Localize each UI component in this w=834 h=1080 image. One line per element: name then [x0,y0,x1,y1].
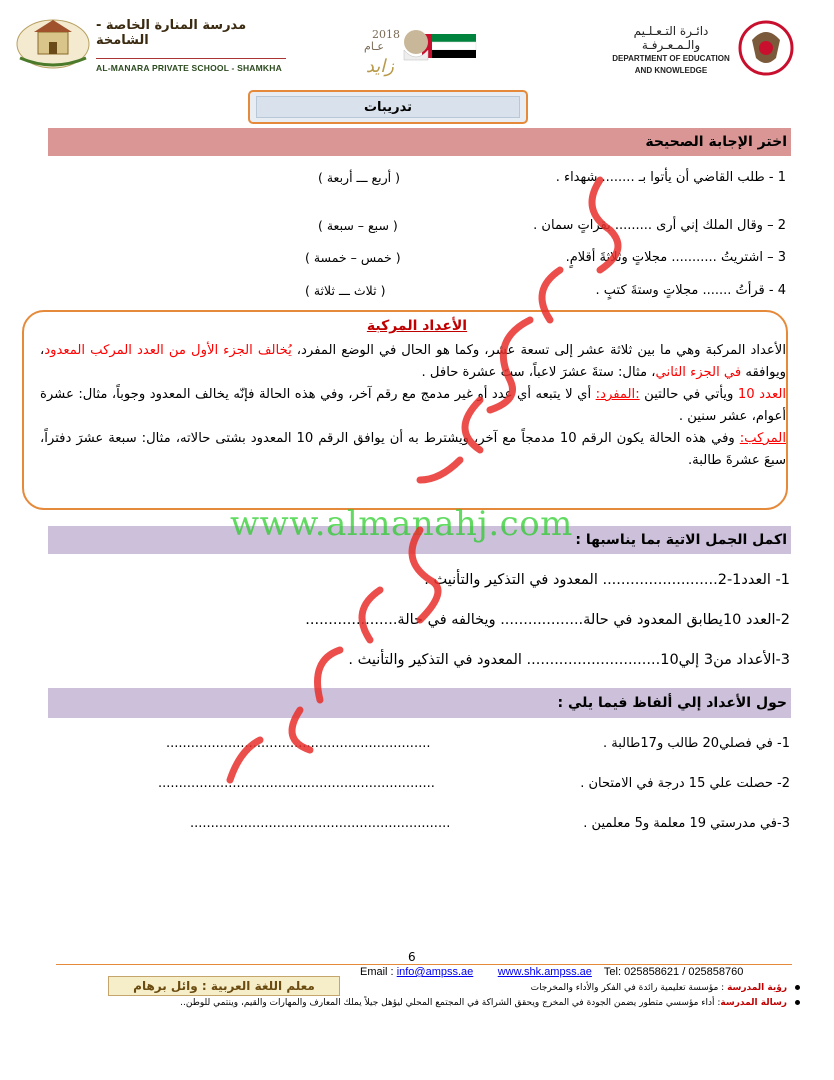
footer-contact [360,966,743,978]
rule-paragraph-1: الأعداد المركبة وهي ما بين ثلاثة عشر إلى تسعة عشر، وكما هو الحال في الوضع المفرد، يُخالف الجزء الأول من العدد المركب المعدود، ويوافقه في الجزء الثاني، مثال: ستةَ عشرَ لاعباً، ستَ عشرة حافل . [40,343,786,380]
q2-text: وقال الملك إني أرى ......... بقراتٍ سمان . [533,218,763,233]
fill-item-2: 2-العدد 10يطابق المعدود في حالة.................. ويخالفه في حالة.................... [305,612,790,628]
bullet-icon [795,1000,800,1005]
q3-text: اشتريتُ ........... مجلاتٍ وثلاثةَ أقلامٍ. [565,250,763,265]
bullet-icon [795,985,800,990]
fill-item-1: 1- العدد1-2......................... المعدود في التذكير والتأنيث . [424,572,790,588]
school-vision [100,983,800,993]
convert-dots-1: ................................................................ [166,736,431,751]
mission-label: رسالة المدرسة [720,998,787,1008]
school-logo [14,14,92,70]
school-mission [60,998,800,1008]
convert-item-2: 2- حصلت علي 15 درجة في الامتحان . [580,776,790,791]
year-number: 2018 [372,28,400,41]
q2-line [440,218,786,233]
rule-label-single: :المفرد: [595,387,640,402]
q2-num: 2 – [767,218,786,233]
q4-num: 4 - [768,283,786,298]
q1-line [441,170,786,185]
fill-item-3: 3-الأعداد من3 إلي10............................. المعدود في التذكير والتأنيث . [348,652,790,668]
rule-label-ten: العدد 10 [737,387,786,402]
section2-heading: اكمل الجمل الاتية بما يناسبها : [48,526,791,554]
tel-text: Tel: 025858621 / 025858760 [603,966,744,978]
rule-label-compound: المركب: [739,431,786,446]
mission-text: : أداء مؤسسي متطور يضمن الجودة في المخرج ويحقق الشراكة في المجتمع المحلي ليؤهل جيلاً يملك المعارف والمهارات والقيم، وينتمي للوطن.. [180,998,721,1008]
rule-highlight-2: في الجزء الثاني [655,365,742,380]
q1-options: ( أربع ـــ أربعة ) [318,170,400,185]
year-name: زايد [365,56,394,77]
year-of-zayed-logo [350,20,480,80]
section1-heading: اختر الإجابة الصحيحة [48,128,791,156]
rule-title: الأعداد المركبة [366,318,468,334]
website-link[interactable]: www.shk.ampss.ae [497,966,592,978]
school-name-block [96,18,286,73]
email-link[interactable]: info@ampss.ae [396,966,474,978]
rule-paragraph-3: المركب: وفي هذه الحالة يكون الرقم 10 مدمجاً مع آخر، ويشترط به أن يوافق الرقم 10 المعدود بشتى حالاته، مثال: سبعة عشرَ دفتراً، سبعَ عشرةَ طالبة. [40,431,786,468]
vision-label: رؤية المدرسة [727,983,787,993]
school-name-english: AL-MANARA PRIVATE SCHOOL - SHAMKHA [96,58,286,73]
department-name-english-2: AND KNOWLEDGE [634,66,708,75]
rule-highlight-1: يُخالف الجزء الأول من العدد المركب المعدود [44,343,292,358]
page-number: 6 [408,950,416,964]
teacher-name-badge: معلم اللغة العربية : وائل برهام [108,976,340,996]
convert-item-3: 3-في مدرستي 19 معلمة و5 معلمين . [583,816,790,831]
q3-line [450,250,786,265]
q1-num: 1 - [768,170,786,185]
q4-text: قرأتُ ....... مجلاتٍ وستةَ كتبٍ . [595,283,765,298]
page-title: تدريبات [256,96,520,118]
rule-paragraph-2: العدد 10 ويأتي في حالتين :المفرد: أي لا يتبعه أي عدد أو غير مدمج مع رقم آخر، وفي هذه الحالة فإنّه يخالف المعدود وجوباً، مثال: عشرة أعوام، عشر سنين . [40,387,786,424]
footer-divider [56,964,792,965]
email-label: Email : [360,966,397,978]
q1-text: طلب القاضي أن يأتوا بـ ........ شهداء . [555,170,765,185]
uae-emblem [738,18,794,78]
vision-text: : مؤسسة تعليمية رائدة في الفكر والأداء والمخرجات [530,983,728,993]
watermark-site: www.almanahj.com [230,504,573,544]
convert-item-1: 1- في فصلي20 طالب و17طالبة . [602,736,790,751]
q3-num: 3 – [767,250,786,265]
department-name-arabic: دائـرة التـعـلـيم والـمـعـرفـة [633,24,709,52]
q4-line [480,283,786,298]
q3-options: ( خمس – خمسة ) [305,250,401,265]
section3-heading: حول الأعداد إلي ألفاظ فيما يلي : [48,688,791,718]
convert-dots-2: ................................................................... [158,776,435,791]
department-block [606,24,736,76]
school-name-arabic: مدرسة المنارة الخاصة - الشامخة [96,18,247,48]
department-name-english-1: DEPARTMENT OF EDUCATION [612,54,730,63]
rule-text [40,340,786,472]
q2-options: ( سبع – سبعة ) [318,218,398,233]
q4-options: ( ثلاث ـــ ثلاثة ) [305,283,386,298]
year-word: عـام [364,40,384,53]
convert-dots-3: ............................................................... [190,816,451,831]
title-box [248,90,528,124]
